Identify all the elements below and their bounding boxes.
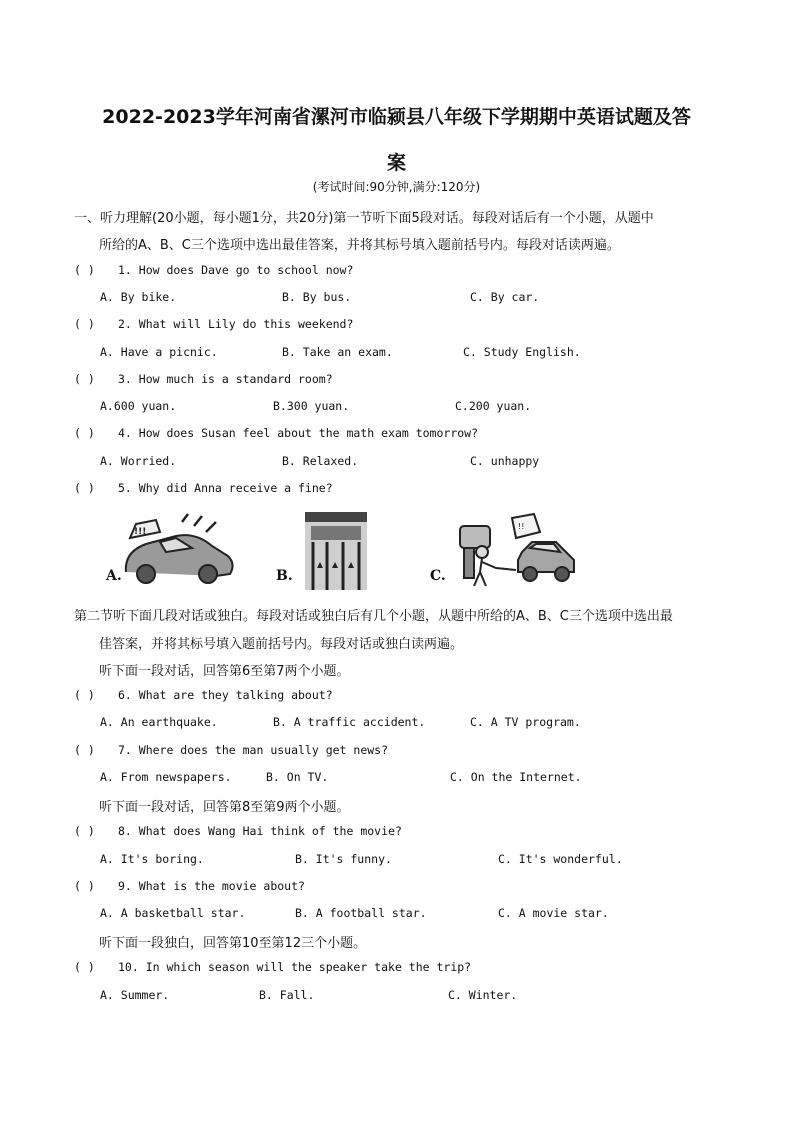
- option-b: B. Take an exam.: [282, 345, 393, 359]
- option-c: C. A movie star.: [498, 906, 609, 920]
- option-a: A. By bike.: [100, 290, 177, 304]
- picture-b-label: B.: [276, 568, 293, 584]
- question-1: [74, 263, 353, 277]
- answer-blank[interactable]: ( ): [74, 372, 95, 386]
- option-a: A. Worried.: [100, 454, 177, 468]
- option-c: C. A TV program.: [470, 715, 581, 729]
- question-2: [74, 317, 353, 331]
- answer-blank[interactable]: ( ): [74, 879, 95, 893]
- option-b: B. On TV.: [266, 770, 329, 784]
- question-text: 8. What does Wang Hai think of the movie?: [118, 824, 402, 838]
- instruction-8-9: 听下面一段对话，回答第8至第9两个小题。: [99, 800, 350, 815]
- option-b: B. By bus.: [282, 290, 352, 304]
- answer-blank[interactable]: ( ): [74, 743, 95, 757]
- option-b: B. A football star.: [295, 906, 427, 920]
- question-text: 1. How does Dave go to school now?: [118, 263, 354, 277]
- instruction-6-7: 听下面一段对话，回答第6至第7两个小题。: [99, 664, 350, 679]
- svg-text:!!: !!: [518, 522, 525, 531]
- question-text: 5. Why did Anna receive a fine?: [118, 481, 333, 495]
- question-8: [74, 824, 402, 838]
- picture-c-car-wash[interactable]: [456, 512, 582, 590]
- question-text: 9. What is the movie about?: [118, 879, 305, 893]
- question-7: [74, 743, 388, 757]
- answer-blank[interactable]: ( ): [74, 960, 95, 974]
- option-a: A. From newspapers.: [100, 770, 232, 784]
- option-c: C. By car.: [470, 290, 540, 304]
- picture-a-car-crash[interactable]: [116, 512, 240, 588]
- answer-blank[interactable]: ( ): [74, 481, 95, 495]
- question-5: [74, 481, 333, 495]
- answer-blank[interactable]: ( ): [74, 263, 95, 277]
- instruction-10-12: 听下面一段独白，回答第10至第12三个小题。: [99, 936, 367, 951]
- section2-line2: 佳答案，并将其标号填入题前括号内。每段对话或独白读两遍。: [99, 637, 464, 652]
- option-b: B. Relaxed.: [282, 454, 359, 468]
- document-title: [40, 94, 753, 186]
- title-line-2: 案: [386, 152, 406, 174]
- option-c: C. Winter.: [448, 988, 518, 1002]
- picture-c-label: C.: [430, 568, 446, 584]
- svg-text:!!!: !!!: [134, 527, 147, 537]
- question-4: [74, 426, 478, 440]
- answer-blank[interactable]: ( ): [74, 317, 95, 331]
- option-a: A. Have a picnic.: [100, 345, 218, 359]
- option-b: B. It's funny.: [295, 852, 392, 866]
- question-text: 4. How does Susan feel about the math exam tomorrow?: [118, 426, 479, 440]
- title-line-1: 2022-2023学年河南省漯河市临颍县八年级下学期期中英语试题及答: [102, 106, 691, 128]
- option-c: C. It's wonderful.: [498, 852, 623, 866]
- exam-info: (考试时间:90分钟,满分:120分): [312, 180, 481, 194]
- option-b: B. A traffic accident.: [273, 715, 426, 729]
- option-a: A.600 yuan.: [100, 399, 177, 413]
- answer-blank[interactable]: ( ): [74, 426, 95, 440]
- question-text: 10. In which season will the speaker take the trip?: [118, 960, 472, 974]
- question-text: 3. How much is a standard room?: [118, 372, 333, 386]
- option-c: C. Study English.: [463, 345, 581, 359]
- option-a: A. It's boring.: [100, 852, 204, 866]
- picture-a-label: A.: [106, 568, 122, 584]
- question-6: [74, 688, 333, 702]
- answer-blank[interactable]: ( ): [74, 688, 95, 702]
- option-c: C. On the Internet.: [450, 770, 582, 784]
- question-3: [74, 372, 333, 386]
- option-a: A. Summer.: [100, 988, 170, 1002]
- option-a: A. An earthquake.: [100, 715, 218, 729]
- section1-line1: 一、听力理解(20小题，每小题1分，共20分)第一节听下面5段对话。每段对话后有一个小题，从题中: [74, 211, 654, 226]
- answer-blank[interactable]: ( ): [74, 824, 95, 838]
- option-c: C. unhappy: [470, 454, 540, 468]
- question-10: [74, 960, 471, 974]
- picture-b-traffic-lanes[interactable]: [305, 512, 367, 590]
- question-text: 2. What will Lily do this weekend?: [118, 317, 354, 331]
- option-a: A. A basketball star.: [100, 906, 246, 920]
- section1-line2: 所给的A、B、C三个选项中选出最佳答案，并将其标号填入题前括号内。每段对话读两遍。: [99, 238, 620, 253]
- question-text: 7. Where does the man usually get news?: [118, 743, 389, 757]
- option-b: B.300 yuan.: [273, 399, 350, 413]
- option-b: B. Fall.: [259, 988, 315, 1002]
- section2-line1: 第二节听下面几段对话或独白。每段对话或独白后有几个小题，从题中所给的A、B、C三个选项中选出最: [74, 609, 673, 624]
- question-text: 6. What are they talking about?: [118, 688, 333, 702]
- question-9: [74, 879, 305, 893]
- option-c: C.200 yuan.: [455, 399, 532, 413]
